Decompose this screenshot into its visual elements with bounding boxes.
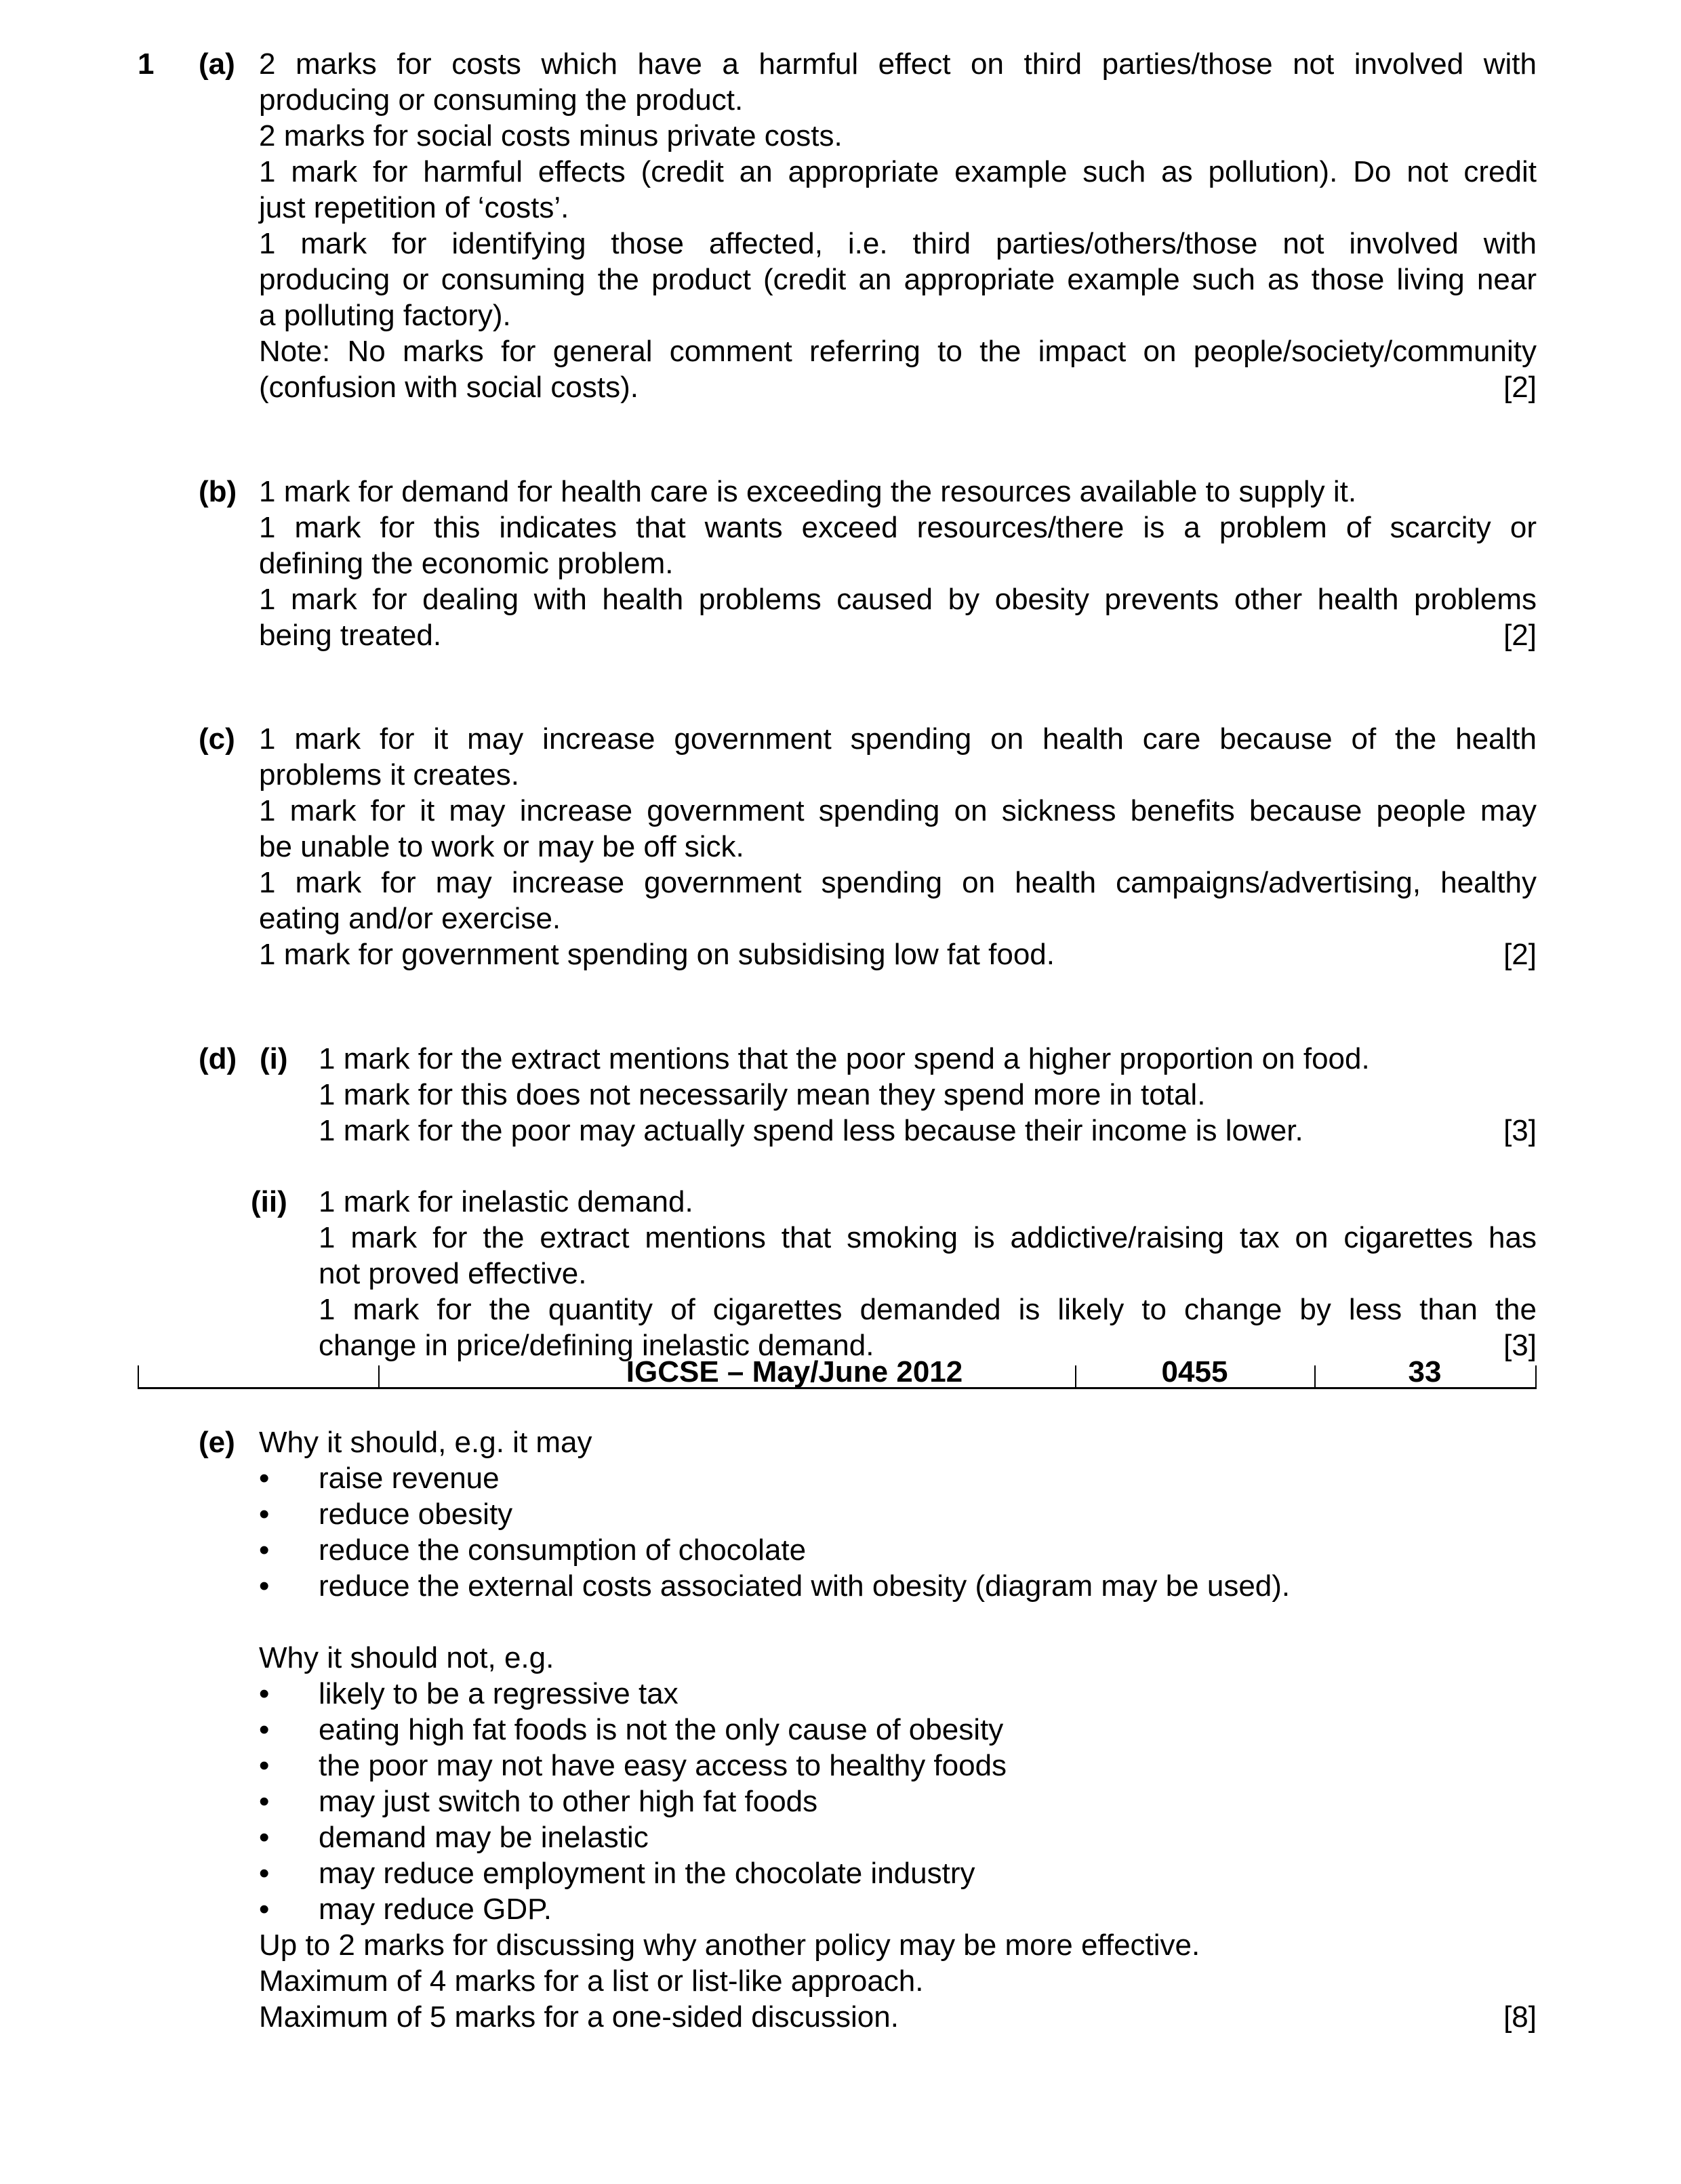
text-line: 1 mark for the quantity of cigarettes demanded is likely to change by less than the [319,1293,1537,1326]
text-line: 1 mark for government spending on subsidising low fat food. [259,938,1055,971]
marks-row [259,1999,1537,2035]
text-line: 1 mark for dealing with health problems caused by obesity prevents other health problems [259,583,1537,616]
marks-badge: [2] [1503,619,1537,652]
part-d-i-label: (i) [260,1042,288,1075]
part-d-ii-text [319,1184,1537,1363]
marks-badge: [3] [1503,1114,1537,1147]
list-item: • may reduce GDP. [259,1891,1537,1927]
text-line: Maximum of 4 marks for a list or list-like approach. [259,1964,924,1998]
marks-row [259,617,1537,653]
part-c-label: (c) [199,722,235,756]
text-line: 1 mark for identifying those affected, i.e. third parties/others/those not involved with [259,227,1537,260]
part-d-i-text [319,1041,1537,1149]
text-line: being treated. [259,619,442,652]
text-line: producing or consuming the product (credit an appropriate example such as those living near [259,263,1537,296]
text-line: defining the economic problem. [259,547,674,580]
text-line: (confusion with social costs). [259,371,639,404]
syllabus-code: 0455 [1161,1359,1228,1388]
why-should-heading: Why it should, e.g. it may [259,1426,592,1459]
text-line: 1 mark for the extract mentions that the poor spend a higher proportion on food. [319,1042,1370,1075]
part-a-text [259,46,1537,405]
part-d-label: (d) [199,1042,237,1075]
text-line: Up to 2 marks for discussing why another policy may be more effective. [259,1929,1200,1962]
marks-badge: [2] [1503,371,1537,404]
marks-row [259,369,1537,405]
list-item: • raise revenue [259,1460,1537,1496]
marks-row [319,1113,1537,1149]
text-line: 1 mark for demand for health care is exceeding the resources available to supply it. [259,475,1357,508]
text-line: problems it creates. [259,758,519,791]
text-line: 1 mark for may increase government spending on health campaigns/advertising, healthy [259,866,1537,899]
marks-badge: [8] [1503,2000,1537,2034]
text-line: 1 mark for harmful effects (credit an appropriate example such as pollution). Do not credit [259,155,1537,188]
text-line: be unable to work or may be off sick. [259,830,744,863]
text-line: a polluting factory). [259,299,511,332]
text-line: 1 mark for inelastic demand. [319,1185,693,1218]
text-line: 1 mark for the poor may actually spend less because their income is lower. [319,1114,1303,1147]
part-b-text [259,474,1537,653]
text-line: eating and/or exercise. [259,902,561,935]
text-line: Note: No marks for general comment referring to the impact on people/society/community [259,335,1537,368]
part-c-text [259,721,1537,972]
table-divider [1535,1365,1537,1387]
list-item: • reduce obesity [259,1496,1537,1532]
why-should-list [259,1460,1537,1604]
text-line: 1 mark for the extract mentions that smoking is addictive/raising tax on cigarettes has [319,1221,1537,1254]
why-not-list [259,1676,1537,1927]
text-line: 2 marks for costs which have a harmful effect on third parties/those not involved with [259,47,1537,81]
text-line: 1 mark for it may increase government spending on sickness benefits because people may [259,794,1537,827]
list-item: • demand may be inelastic [259,1819,1537,1855]
text-line: producing or consuming the product. [259,83,744,117]
list-item: • may just switch to other high fat foods [259,1784,1537,1819]
list-item: • the poor may not have easy access to healthy foods [259,1748,1537,1784]
paper-number: 33 [1408,1359,1442,1388]
part-b-label: (b) [199,475,237,508]
list-item: • reduce the external costs associated with obesity (diagram may be used). [259,1568,1537,1604]
marks-badge: [3] [1503,1329,1537,1362]
part-a-label: (a) [199,47,235,81]
question-number: 1 [138,47,155,81]
table-divider [138,1365,139,1387]
marks-badge: [2] [1503,938,1537,971]
text-line: 1 mark for this does not necessarily mean they spend more in total. [319,1078,1206,1111]
text-line: 1 mark for it may increase government spending on health care because of the health [259,722,1537,756]
text-line: Maximum of 5 marks for a one-sided discussion. [259,2000,899,2034]
text-line: change in price/defining inelastic demand. [319,1329,874,1362]
part-e-text [259,1424,1537,2035]
part-d-ii-label: (ii) [251,1185,287,1218]
page-header-strip [138,1359,1537,1389]
text-line: 1 mark for this indicates that wants exceed resources/there is a problem of scarcity or [259,511,1537,544]
list-item: • eating high fat foods is not the only cause of obesity [259,1712,1537,1748]
list-item: • may reduce employment in the chocolate industry [259,1855,1537,1891]
text-line: just repetition of ‘costs’. [259,191,569,224]
text-line: not proved effective. [319,1257,587,1290]
list-item: • reduce the consumption of chocolate [259,1532,1537,1568]
list-item: • likely to be a regressive tax [259,1676,1537,1712]
why-not-heading: Why it should not, e.g. [259,1641,554,1674]
exam-session: IGCSE – May/June 2012 [626,1359,963,1388]
part-e-label: (e) [199,1426,235,1459]
marks-row [259,936,1537,972]
text-line: 2 marks for social costs minus private costs. [259,119,843,152]
